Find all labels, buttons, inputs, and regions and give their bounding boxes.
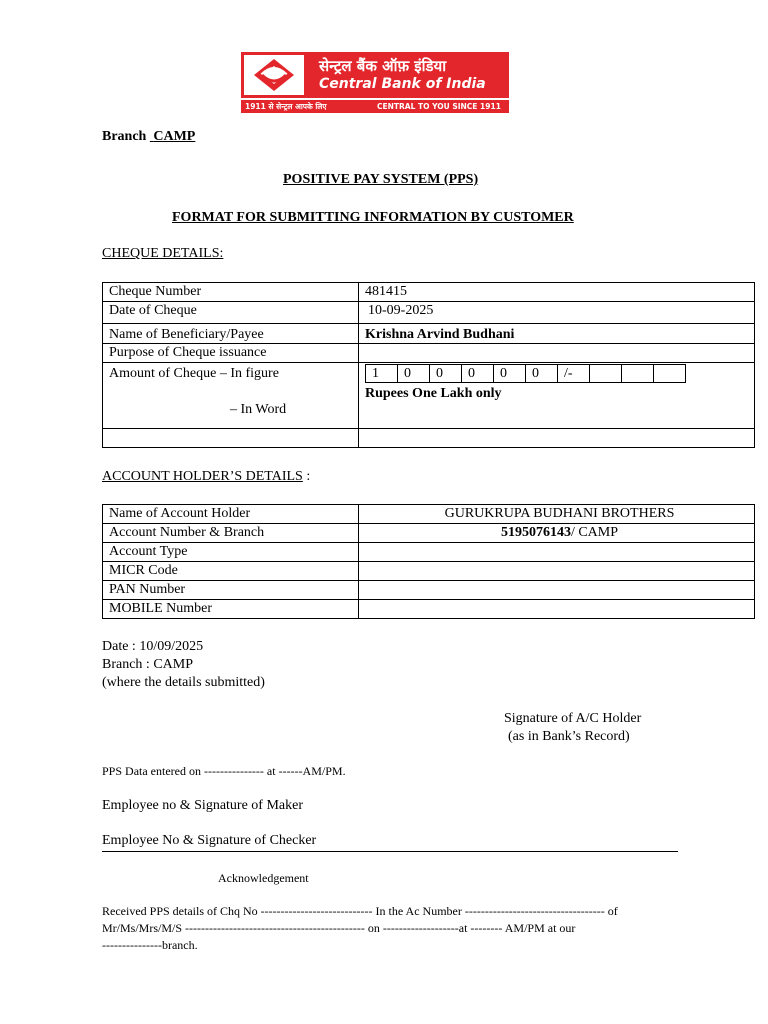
table-row: [103, 302, 755, 324]
maker-signature-label: Employee no & Signature of Maker: [102, 798, 304, 813]
amount-digit: 0: [494, 365, 526, 383]
bank-logo: [241, 52, 509, 113]
cheque-number-value: 481415: [359, 283, 755, 302]
account-details-table: [102, 504, 755, 619]
branch-line: [102, 129, 195, 145]
mobile-number-label: MOBILE Number: [103, 600, 359, 619]
cheque-details-heading: CHEQUE DETAILS:: [102, 246, 224, 261]
account-details-heading-line: [102, 469, 310, 485]
page-title: POSITIVE PAY SYSTEM (PPS): [283, 172, 479, 187]
branch-label: Branch: [102, 129, 147, 144]
pps-entered-line: PPS Data entered on --------------- at ------AM/PM.: [102, 764, 346, 778]
account-number-value-cell: [359, 524, 755, 543]
table-row: [103, 543, 755, 562]
table-row: [103, 600, 755, 619]
purpose-label: Purpose of Cheque issuance: [103, 344, 359, 363]
cheque-date-value: 10-09-2025: [359, 302, 755, 324]
received-line-2: Mr/Ms/Mrs/M/S --------------------------------------------- on -------------------at -------- AM/PM at our: [102, 921, 576, 935]
logo-hindi-name: सेन्ट्रल बैंक ऑफ़ इंडिया: [319, 57, 447, 75]
micr-code-value: [359, 562, 755, 581]
account-number-label: Account Number & Branch: [103, 524, 359, 543]
table-row: [103, 562, 755, 581]
signature-label: Signature of A/C Holder: [504, 711, 642, 726]
account-type-value: [359, 543, 755, 562]
payee-value: Krishna Arvind Budhani: [359, 324, 755, 344]
amount-digit: 0: [430, 365, 462, 383]
mobile-number-value: [359, 600, 755, 619]
logo-tagline: [241, 100, 509, 113]
logo-banner: [241, 52, 509, 98]
amount-word-label: – In Word: [230, 402, 287, 417]
logo-tagline-hindi: 1911 से सेन्ट्रल आपके लिए: [245, 102, 327, 111]
amount-in-words: Rupees One Lakh only: [365, 386, 502, 401]
table-row: [103, 524, 755, 543]
divider-line: [102, 851, 678, 852]
amount-digit: [622, 365, 654, 383]
amount-digit: /-: [558, 365, 590, 383]
submission-date: Date : 10/09/2025: [102, 639, 204, 654]
checker-signature-label: Employee No & Signature of Checker: [102, 833, 317, 848]
amount-digit: [654, 365, 686, 383]
pan-number-value: [359, 581, 755, 600]
table-row: [103, 429, 755, 448]
received-line-3: ---------------branch.: [102, 938, 198, 952]
amount-figure-label: Amount of Cheque – In figure: [109, 366, 279, 381]
account-details-heading: ACCOUNT HOLDER’S DETAILS: [102, 469, 303, 484]
branch-value: CAMP: [153, 129, 196, 144]
signature-note: (as in Bank’s Record): [508, 729, 630, 744]
amount-label-cell: [103, 363, 359, 429]
amount-digit: 0: [526, 365, 558, 383]
submission-note: (where the details submitted): [102, 675, 265, 690]
pan-number-label: PAN Number: [103, 581, 359, 600]
table-row: [103, 324, 755, 344]
cheque-number-label: Cheque Number: [103, 283, 359, 302]
amount-digit: 1: [366, 365, 398, 383]
table-row: [103, 283, 755, 302]
submission-branch: Branch : CAMP: [102, 657, 193, 672]
cheque-date-label: Date of Cheque: [103, 302, 359, 324]
purpose-value: [359, 344, 755, 363]
bank-emblem-icon: [244, 55, 304, 95]
amount-digit: 0: [398, 365, 430, 383]
account-branch-value: / CAMP: [570, 525, 619, 540]
account-number-value: 5195076143: [500, 525, 571, 540]
acknowledgement-heading: Acknowledgement: [218, 871, 309, 885]
amount-digit-boxes: [365, 364, 686, 383]
logo-tagline-english: CENTRAL TO YOU SINCE 1911: [377, 102, 501, 111]
table-row: [103, 344, 755, 363]
logo-english-name: Central Bank of India: [319, 76, 486, 92]
received-line-1: Received PPS details of Chq No ---------------------------- In the Ac Number ----------------------------------- of: [102, 904, 618, 918]
account-holder-name-label: Name of Account Holder: [103, 505, 359, 524]
micr-code-label: MICR Code: [103, 562, 359, 581]
table-row: [103, 581, 755, 600]
account-holder-name-value: GURUKRUPA BUDHANI BROTHERS: [359, 505, 755, 524]
amount-digit: 0: [462, 365, 494, 383]
page-subtitle: FORMAT FOR SUBMITTING INFORMATION BY CUSTOMER: [172, 210, 574, 225]
table-row: [103, 505, 755, 524]
account-type-label: Account Type: [103, 543, 359, 562]
amount-digit: [590, 365, 622, 383]
payee-label: Name of Beneficiary/Payee: [103, 324, 359, 344]
account-details-heading-colon: :: [306, 469, 311, 484]
